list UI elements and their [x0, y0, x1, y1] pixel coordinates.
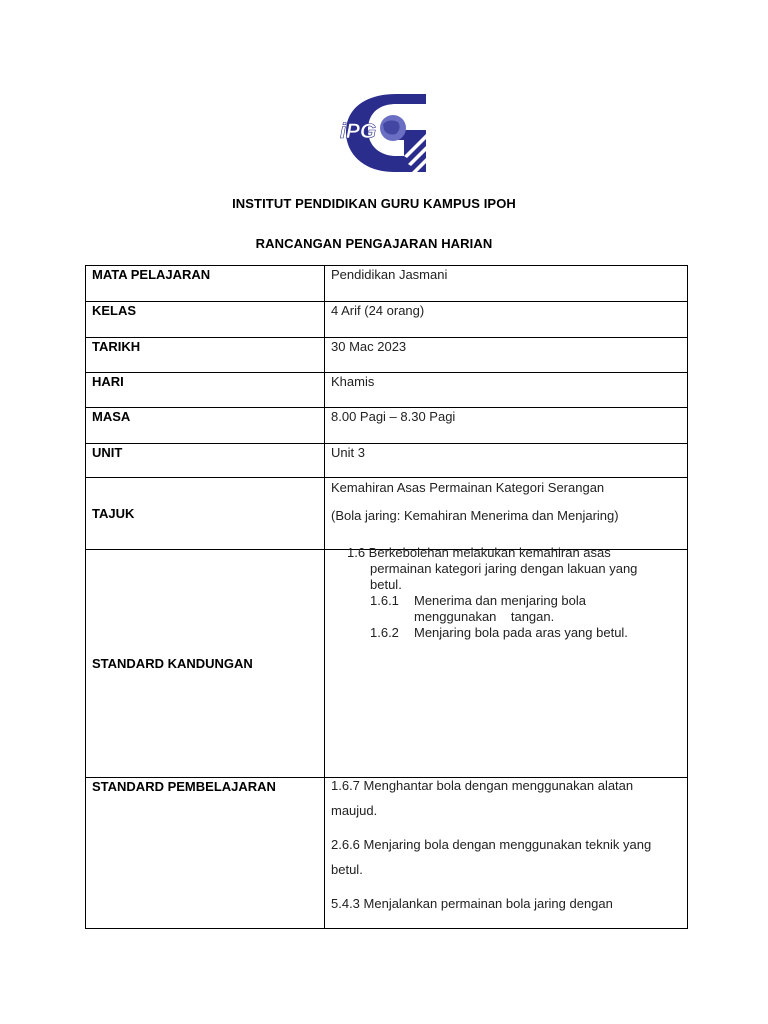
value-standard-pembelajaran [325, 778, 688, 929]
sk-sub-item-2 [325, 625, 687, 641]
label-unit: UNIT [86, 444, 325, 478]
sk-sub1-text: Menerima dan menjaring bola [414, 593, 586, 608]
value-mata-pelajaran: Pendidikan Jasmani [325, 266, 688, 302]
table-row [86, 302, 688, 338]
sp-item-1-line-1: 1.6.7 Menghantar bola dengan menggunakan alatan [331, 778, 634, 793]
label-standard-kandungan: STANDARD KANDUNGAN [86, 550, 325, 778]
sp-item-3-line-1: 5.4.3 Menjalankan permainan bola jaring dengan [331, 896, 613, 911]
table-row [86, 444, 688, 478]
sp-item-1-line-2: maujud. [331, 802, 378, 818]
label-hari: HARI [86, 373, 325, 408]
label-standard-pembelajaran: STANDARD PEMBELAJARAN [86, 778, 325, 929]
lesson-plan-table [85, 265, 688, 929]
table-row [86, 373, 688, 408]
sk-sub1-line-2: menggunakan tangan. [414, 609, 555, 624]
table-row [86, 408, 688, 444]
tajuk-line-2: (Bola jaring: Kemahiran Menerima dan Menjaring) [331, 508, 619, 523]
label-masa: MASA [86, 408, 325, 444]
value-kelas: 4 Arif (24 orang) [325, 302, 688, 338]
table-row [86, 778, 688, 929]
value-tarikh: 30 Mac 2023 [325, 338, 688, 373]
ipg-logo [338, 92, 430, 174]
sk-sub2-text: Menjaring bola pada aras yang betul. [414, 625, 628, 640]
label-tajuk: TAJUK [86, 478, 325, 550]
table-row [86, 478, 688, 550]
table-row [86, 338, 688, 373]
sk-main-line-1: 1.6 Berkebolehan melakukan kemahiran asas [347, 545, 611, 560]
label-kelas: KELAS [86, 302, 325, 338]
tajuk-line-1: Kemahiran Asas Permainan Kategori Serangan [331, 480, 605, 495]
label-mata-pelajaran: MATA PELAJARAN [86, 266, 325, 302]
sk-sub-item-1 [325, 593, 687, 609]
table-row [86, 550, 688, 778]
sp-item-2-line-2: betul. [331, 861, 363, 877]
logo-text: iPG [340, 120, 377, 143]
value-unit: Unit 3 [325, 444, 688, 478]
sk-sub1-number: 1.6.1 [370, 593, 399, 608]
sp-item-2-line-1: 2.6.6 Menjaring bola dengan menggunakan teknik yang [331, 837, 652, 852]
table-row [86, 266, 688, 302]
sk-sub2-number: 1.6.2 [370, 625, 399, 640]
value-masa: 8.00 Pagi – 8.30 Pagi [325, 408, 688, 444]
document-title: RANCANGAN PENGAJARAN HARIAN [255, 236, 493, 251]
sk-main-line-3: betul. [370, 577, 402, 592]
value-standard-kandungan [325, 545, 688, 778]
value-tajuk [325, 478, 688, 550]
institute-name: INSTITUT PENDIDIKAN GURU KAMPUS IPOH [232, 196, 516, 211]
sk-main-line-2: permainan kategori jaring dengan lakuan yang [370, 561, 638, 576]
value-hari: Khamis [325, 373, 688, 408]
label-tarikh: TARIKH [86, 338, 325, 373]
